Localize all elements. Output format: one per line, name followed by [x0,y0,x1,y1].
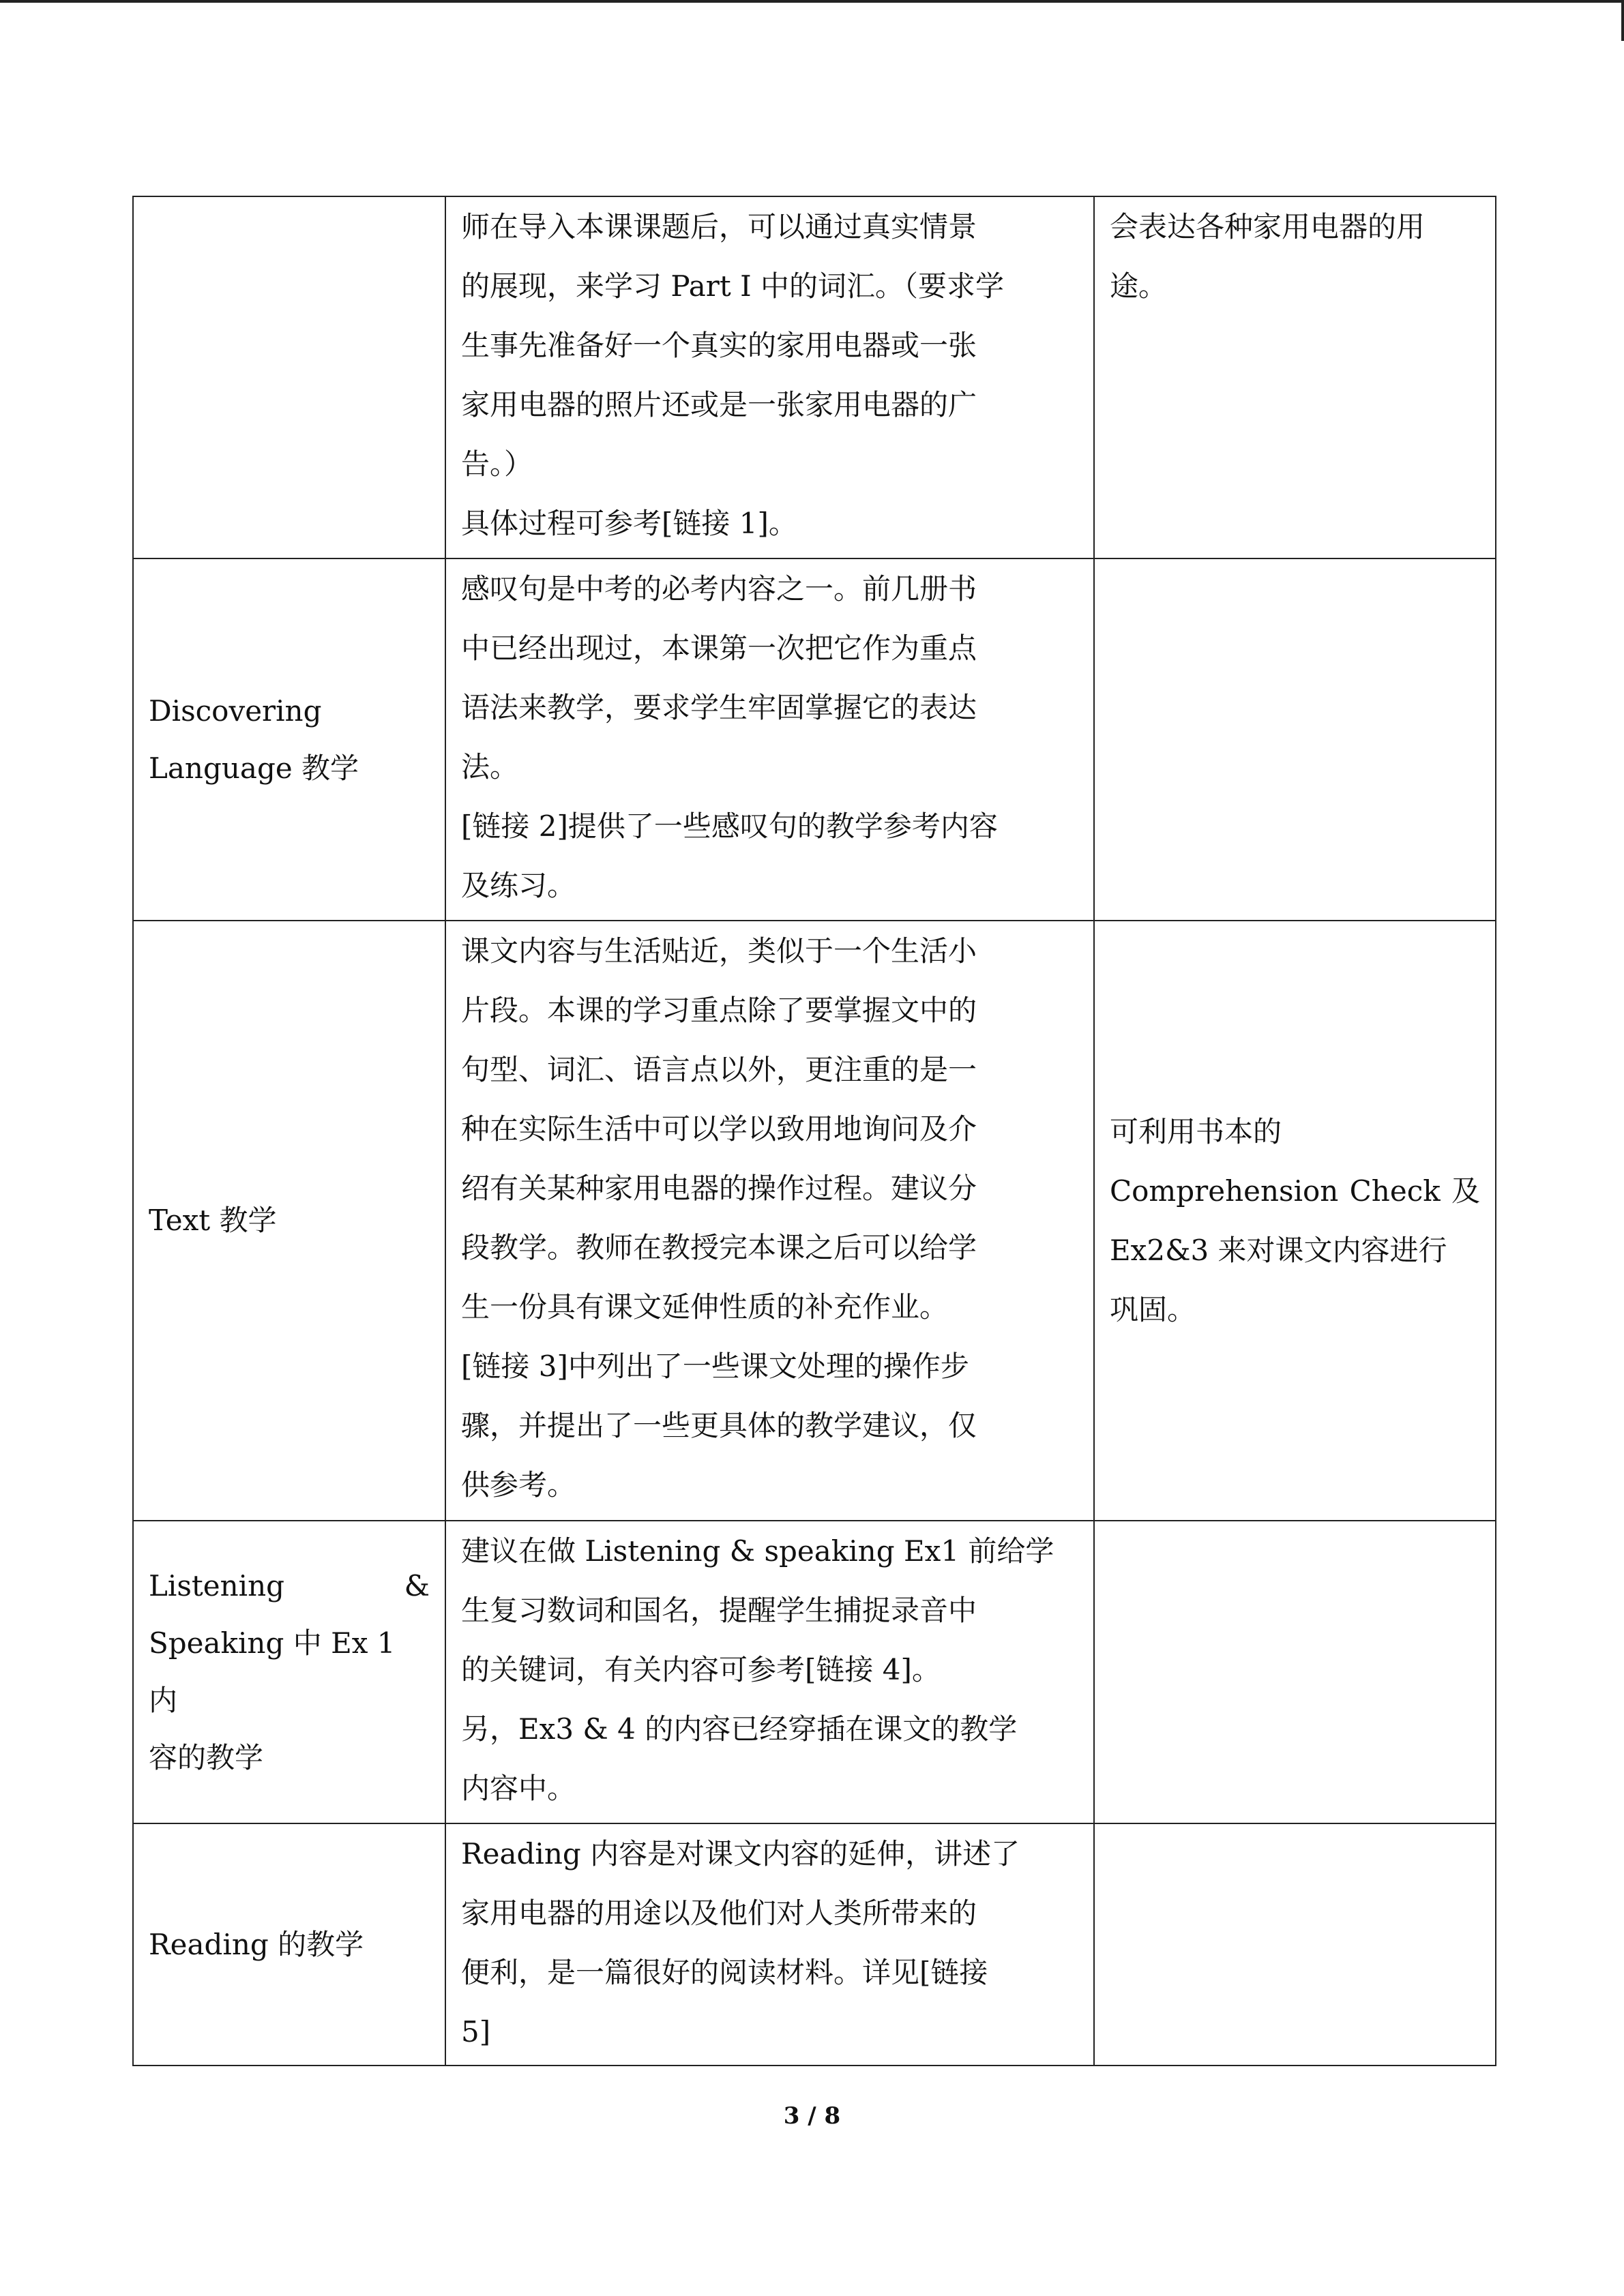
row-content-cell [445,1521,1094,1823]
label-word: & [404,1569,430,1602]
content-line: 供参考。 [461,1468,576,1502]
content-line: 生事先准备好一个真实的家用电器或一张 [461,329,977,362]
row-content-cell [445,1823,1094,2066]
content-line: 及练习。 [461,869,576,902]
content-line: 课文内容与生活贴近，类似于一个生活小 [461,934,977,968]
note-line: Ex2&3 来对课文内容进行 [1110,1234,1447,1267]
label-line: Speaking 中 Ex 1 内 [149,1626,396,1717]
note-line: 可利用书本的 [1110,1115,1282,1148]
table-row [133,196,1496,558]
teaching-plan-table [132,196,1496,2066]
note-line: 会表达各种家用电器的用 [1110,210,1426,243]
row-label-cell [133,1823,445,2066]
content-line: 告。） [461,447,533,481]
content-line: 家用电器的用途以及他们对人类所带来的 [461,1896,977,1930]
content-line: [链接 2]提供了一些感叹句的教学参考内容 [461,809,998,843]
row-note-cell [1094,1521,1496,1823]
content-line: 语法来教学，要求学生牢固掌握它的表达 [461,691,977,724]
row-label-cell [133,921,445,1521]
table-row [133,558,1496,921]
note-line: 巩固。 [1110,1293,1196,1326]
label-line: Discovering [149,694,322,728]
content-line: 生一份具有课文延伸性质的补充作业。 [461,1290,949,1324]
content-line: 另，Ex3 & 4 的内容已经穿插在课文的教学 [461,1712,1018,1746]
content-line: 便利，是一篇很好的阅读材料。详见[链接 [461,1956,988,1989]
content-line: 绍有关某种家用电器的操作过程。建议分 [461,1172,977,1205]
row-content-cell [445,921,1094,1521]
row-content-cell [445,196,1094,558]
label-line: Language 教学 [149,751,359,785]
label-line: Text 教学 [149,1204,277,1237]
note-line: 途。 [1110,269,1168,303]
content-line: Reading 内容是对课文内容的延伸，讲述了 [461,1837,1020,1870]
content-line: 5] [461,2015,491,2048]
content-line: 种在实际生活中可以学以致用地询问及介 [461,1112,977,1146]
page-number: 3 / 8 [783,2102,841,2130]
content-line: 的关键词，有关内容可参考[链接 4]。 [461,1653,941,1686]
content-line: 骤，并提出了一些更具体的教学建议，仅 [461,1409,977,1442]
row-note-cell [1094,921,1496,1521]
right-border-line [1621,0,1624,41]
content-line: 感叹句是中考的必考内容之一。前几册书 [461,572,977,606]
table-row [133,1521,1496,1823]
label-word: Listening [149,1569,285,1602]
content-line: 句型、词汇、语言点以外，更注重的是一 [461,1053,977,1086]
row-label-cell [133,558,445,921]
content-line: 法。 [461,750,519,784]
top-border-line [0,0,1624,3]
content-line: 建议在做 Listening & speaking Ex1 前给学 [461,1534,1054,1568]
row-label-cell [133,1521,445,1823]
content-line: 片段。本课的学习重点除了要掌握文中的 [461,994,977,1027]
content-line: 具体过程可参考[链接 1]。 [461,507,797,540]
content-line: 内容中。 [461,1772,576,1805]
note-line: Comprehension Check 及 [1110,1174,1480,1208]
content-line: 家用电器的照片还或是一张家用电器的广 [461,388,977,421]
label-line: Reading 的教学 [149,1927,364,1961]
row-content-cell [445,558,1094,921]
content-line: 的展现，来学习 Part I 中的词汇。（要求学 [461,269,1005,303]
content-line: 师在导入本课课题后，可以通过真实情景 [461,210,977,243]
table-row [133,1823,1496,2066]
label-line: 容的教学 [149,1741,264,1774]
row-note-cell [1094,196,1496,558]
label-line [149,1557,430,1615]
content-line: 中已经出现过，本课第一次把它作为重点 [461,631,977,665]
content-line: 段教学。教师在教授完本课之后可以给学 [461,1231,977,1264]
table-row [133,921,1496,1521]
row-note-cell [1094,1823,1496,2066]
row-note-cell [1094,558,1496,921]
content-line: 生复习数词和国名，提醒学生捕捉录音中 [461,1594,977,1627]
content-line: [链接 3]中列出了一些课文处理的操作步 [461,1350,969,1383]
row-label-cell [133,196,445,558]
